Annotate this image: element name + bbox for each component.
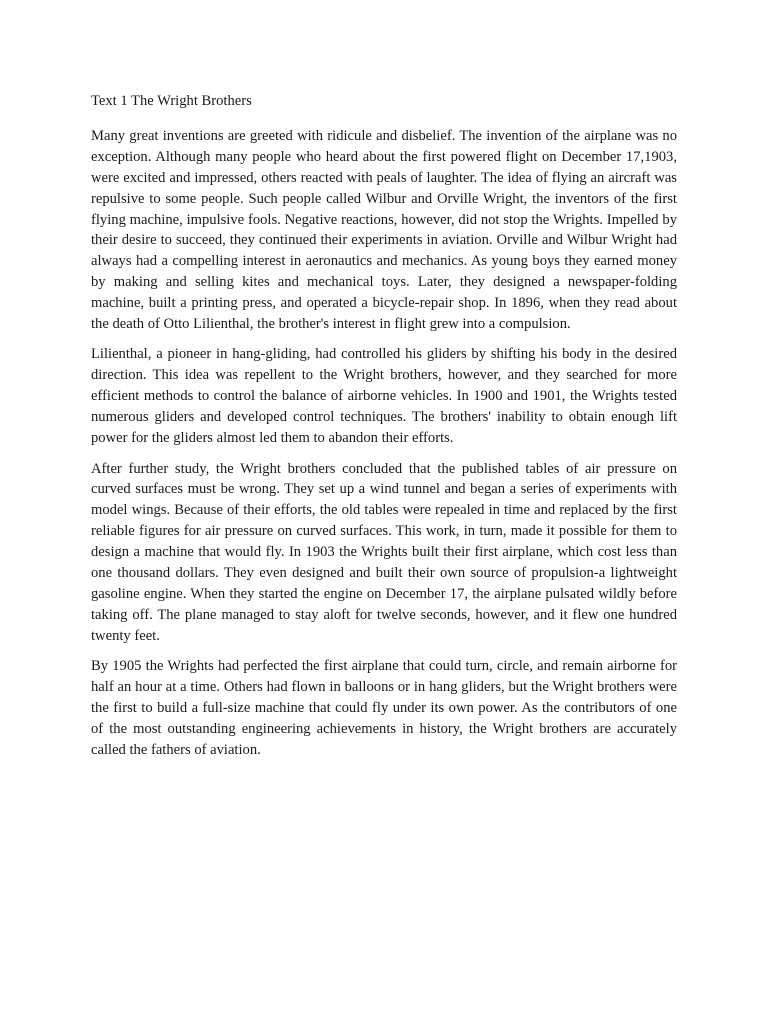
document-body [91, 91, 677, 770]
paragraph-4: By 1905 the Wrights had perfected the first airplane that could turn, circle, and remain airborne for half an hour at a time. Others had flown in balloons or in hang gliders, but the Wright brothers were the first to build a full-size machine that could fly under its own power. As the contributors of one of the most outstanding engineering achievements in history, the Wright brothers are accurately called the fathers of aviation. [91, 658, 677, 758]
document-title: Text 1 The Wright Brothers [91, 93, 252, 109]
paragraph-3: After further study, the Wright brothers concluded that the published tables of air pressure on curved surfaces must be wrong. They set up a wind tunnel and began a series of experiments with model wings. Because of their efforts, the old tables were repealed in time and replaced by the first reliable figures for air pressure on curved surfaces. This work, in turn, made it possible for them to design a machine that would fly. In 1903 the Wrights built their first airplane, which cost less than one thousand dollars. They even designed and built their own source of propulsion-a lightweight gasoline engine. When they started the engine on December 17, the airplane pulsated wildly before taking off. The plane managed to stay aloft for twelve seconds, however, and it flew one hundred twenty feet. [91, 460, 677, 644]
paragraph-1: Many great inventions are greeted with ridicule and disbelief. The invention of the airplane was no exception. Although many people who heard about the first powered flight on December 17,1903, were excited and impressed, others reacted with peals of laughter. The idea of flying an aircraft was repulsive to some people. Such people called Wilbur and Orville Wright, the inventors of the first flying machine, impulsive fools. Negative reactions, however, did not stop the Wrights. Impelled by their desire to succeed, they continued their experiments in aviation. Orville and Wilbur Wright had always had a compelling interest in aeronautics and mechanics. As young boys they earned money by making and selling kites and mechanical toys. Later, they designed a newspaper-folding machine, built a printing press, and operated a bicycle-repair shop. In 1896, when they read about the death of Otto Lilienthal, the brother's interest in flight grew into a compulsion. [91, 127, 677, 333]
paragraph-2: Lilienthal, a pioneer in hang-gliding, had controlled his gliders by shifting his body in the desired direction. This idea was repellent to the Wright brothers, however, and they searched for more efficient methods to control the balance of airborne vehicles. In 1900 and 1901, the Wrights tested numerous gliders and developed control techniques. The brothers' inability to obtain enough lift power for the gliders almost led them to abandon their efforts. [91, 346, 677, 447]
